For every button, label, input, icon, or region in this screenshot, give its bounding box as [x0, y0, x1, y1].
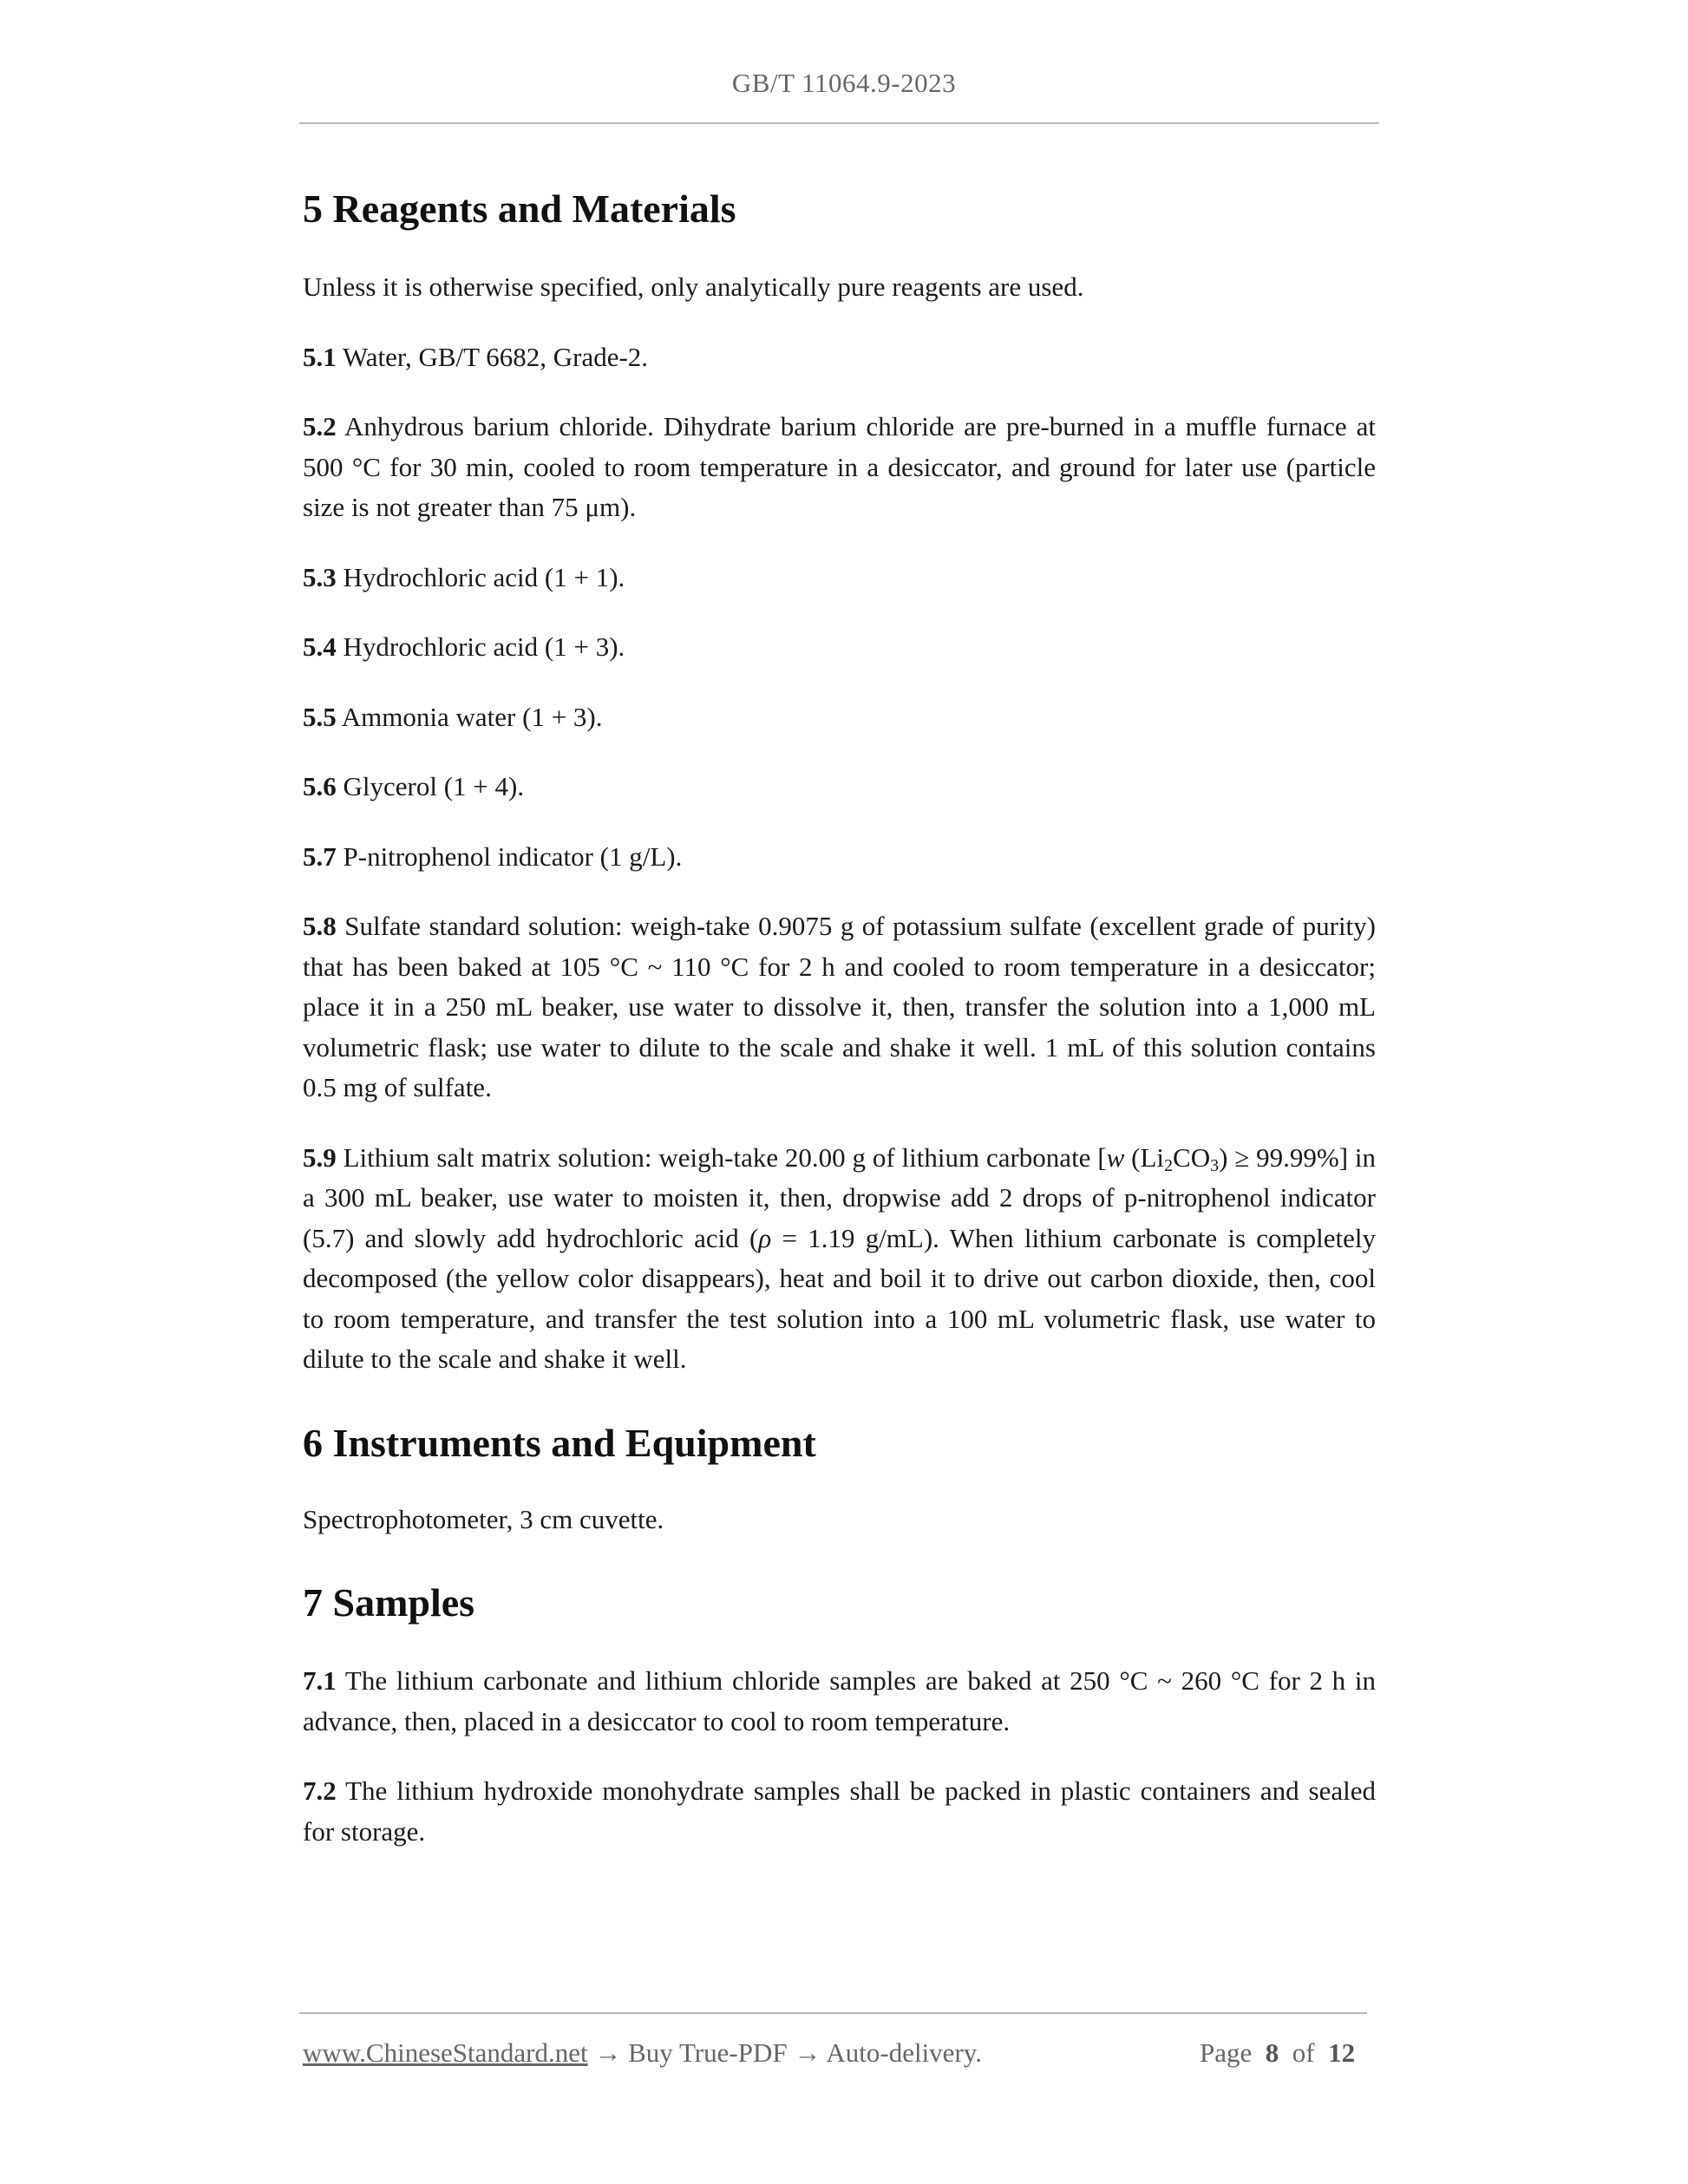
- clause-text: Hydrochloric acid (1 + 3).: [343, 631, 625, 662]
- clause-5-2: [303, 407, 1376, 528]
- clause-number: 5.6: [303, 771, 337, 801]
- clause-5-5: [303, 697, 1376, 738]
- clause-text: P-nitrophenol indicator (1 g/L).: [343, 840, 683, 872]
- clause-7-2: [303, 1771, 1376, 1852]
- header-divider: [299, 122, 1379, 124]
- clause-text: Water, GB/T 6682, Grade-2.: [342, 341, 649, 372]
- clause-5-8: [303, 906, 1376, 1108]
- current-page: 8: [1265, 2037, 1279, 2068]
- clause-number: 7.1: [303, 1665, 337, 1696]
- formula-subscript: 2: [1164, 1155, 1174, 1175]
- clause-5-4: [303, 627, 1376, 668]
- total-pages: 12: [1328, 2037, 1356, 2068]
- clause-text: Lithium salt matrix solution: weigh-take 20.00 g of lithium carbonate [: [343, 1141, 1107, 1173]
- footer-divider: [299, 2012, 1367, 2014]
- page-label: Page: [1200, 2037, 1253, 2068]
- clause-number: 5.2: [303, 411, 337, 441]
- section-5-heading: 5 Reagents and Materials: [303, 186, 736, 231]
- clause-number: 5.5: [303, 701, 337, 732]
- promo-text: → Buy True-PDF → Auto-delivery.: [587, 2037, 982, 2068]
- page-number: [1200, 2036, 1355, 2070]
- of-label: of: [1292, 2037, 1315, 2068]
- clause-text: Anhydrous barium chloride. Dihydrate barium chloride are pre-burned in a muffle furnace at 500 °C for 30 min, cooled to room temperature in a desiccator, and ground for later use (particle size is not greater than 75 μm).: [303, 411, 1376, 522]
- section-6-heading: 6 Instruments and Equipment: [303, 1420, 816, 1465]
- page-header: GB/T 11064.9-2023: [731, 68, 957, 98]
- clause-text: Sulfate standard solution: weigh-take 0.9075 g of potassium sulfate (excellent grade of purity) that has been baked at 105 °C ~ 110 °C for 2 h and cooled to room temperature in a desiccator; place it in a 250 mL beaker, use water to dissolve it, then, transfer the solution into a 1,000 mL volumetric flask; use water to dilute to the scale and shake it well. 1 mL of this solution contains 0.5 mg of sulfate.: [303, 911, 1376, 1102]
- formula-part: (Li: [1124, 1141, 1165, 1173]
- section-5-intro: Unless it is otherwise specified, only analytically pure reagents are used.: [303, 271, 1084, 302]
- clause-5-9: [303, 1138, 1376, 1380]
- clause-text: Hydrochloric acid (1 + 1).: [343, 561, 625, 592]
- formula-subscript: 3: [1210, 1155, 1220, 1175]
- density-symbol: ρ: [758, 1222, 772, 1253]
- clause-number: 5.7: [303, 840, 337, 872]
- clause-5-6: [303, 767, 1376, 808]
- clause-number: 7.2: [303, 1775, 337, 1806]
- section-6-text: Spectrophotometer, 3 cm cuvette.: [303, 1503, 664, 1534]
- clause-text: = 1.19 g/mL). When lithium carbonate is completely decomposed (the yellow color disappears), heat and boil it to drive out carbon dioxide, then, cool to room temperature, and transfer the test solution into a 100 mL volumetric flask, use water to dilute to the scale and shake it well.: [303, 1222, 1377, 1374]
- clause-number: 5.9: [303, 1141, 337, 1173]
- clause-7-1: [303, 1661, 1376, 1742]
- footer-promo: [303, 2036, 982, 2070]
- clause-5-1: [303, 337, 1376, 378]
- formula-part: CO: [1173, 1141, 1211, 1173]
- clause-text: The lithium hydroxide monohydrate samples shall be packed in plastic containers and sealed for storage.: [303, 1775, 1376, 1847]
- mass-fraction-symbol: w: [1106, 1141, 1125, 1173]
- clause-text: Glycerol (1 + 4).: [343, 771, 525, 801]
- clause-5-7: [303, 837, 1376, 878]
- clause-5-3: [303, 558, 1376, 598]
- clause-text: Ammonia water (1 + 3).: [341, 701, 603, 732]
- section-7-heading: 7 Samples: [303, 1580, 475, 1625]
- clause-text: ) ≥ 99.99%] in a 300 mL beaker, use water to moisten it, then, dropwise add 2 drops of p-nitrophenol indicator (5.7) and slowly add hydrochloric acid (: [303, 1141, 1376, 1253]
- clause-number: 5.8: [303, 911, 337, 941]
- site-link[interactable]: www.ChineseStandard.net: [303, 2037, 588, 2068]
- clause-number: 5.3: [303, 561, 337, 592]
- clause-number: 5.4: [303, 631, 337, 662]
- clause-text: The lithium carbonate and lithium chloride samples are baked at 250 °C ~ 260 °C for 2 h in advance, then, placed in a desiccator to cool to room temperature.: [303, 1665, 1376, 1736]
- document-body: [303, 182, 1376, 1852]
- clause-number: 5.1: [303, 341, 337, 372]
